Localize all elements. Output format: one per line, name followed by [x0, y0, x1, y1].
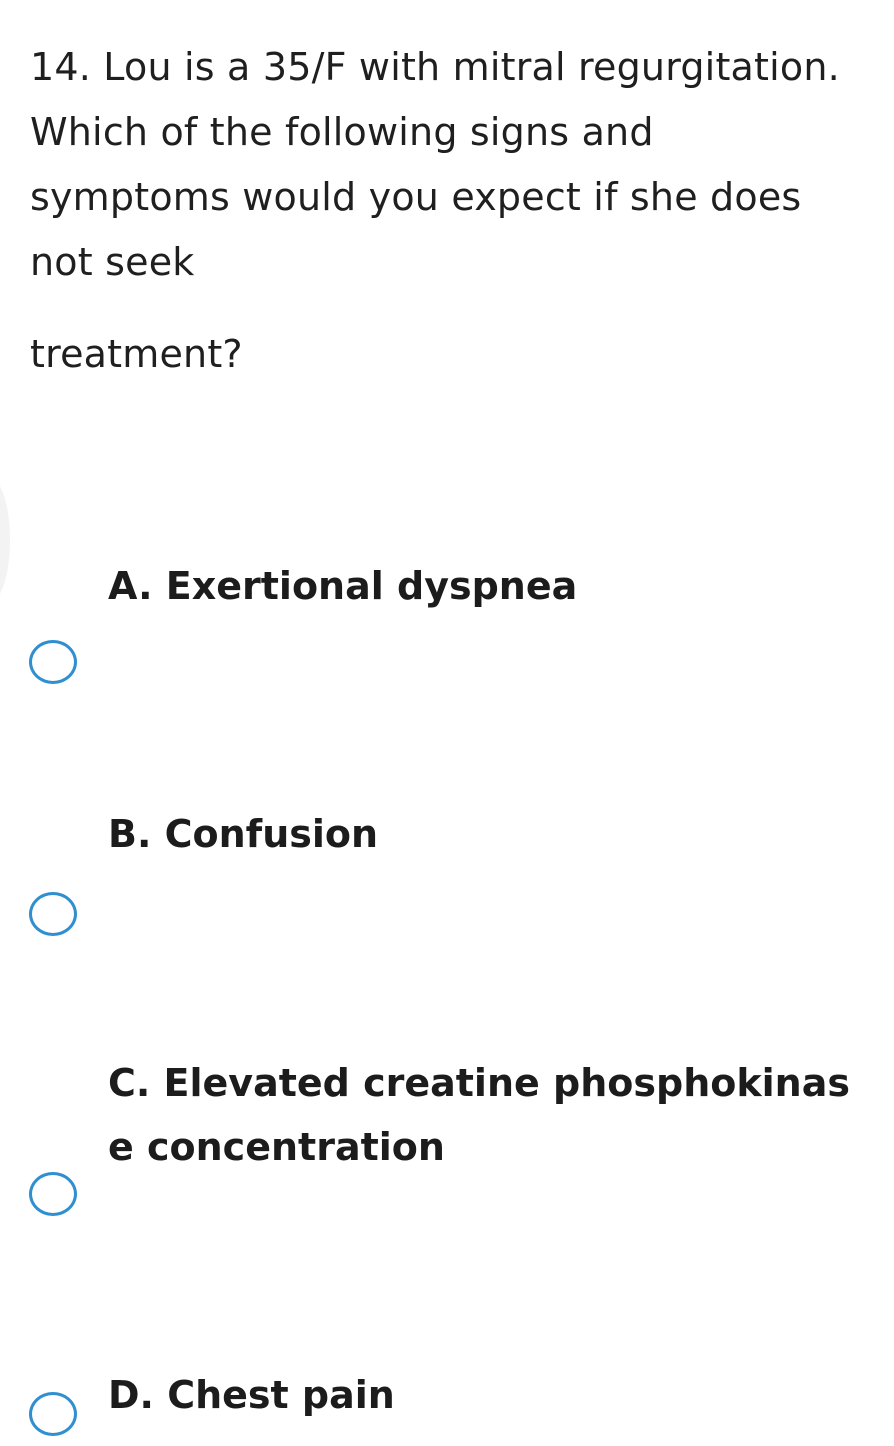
question-line-5: treatment? [30, 332, 243, 376]
option-d-radio[interactable] [29, 1392, 77, 1436]
option-a-radio[interactable] [29, 640, 77, 684]
option-c-label-line-2: e concentration [108, 1125, 445, 1169]
option-b-radio[interactable] [29, 892, 77, 936]
option-b-label: B. Confusion [108, 812, 379, 856]
option-c-radio[interactable] [29, 1172, 77, 1216]
option-c-label-line-1: C. Elevated creatine phosphokinas [108, 1061, 850, 1105]
question-line-1: 14. Lou is a 35/F with mitral regurgitation. [30, 45, 840, 89]
option-a-label: A. Exertional dyspnea [108, 564, 578, 608]
question-line-3: symptoms would you expect if she does [30, 175, 802, 219]
question-line-2: Which of the following signs and [30, 110, 654, 154]
question-line-4: not seek [30, 240, 195, 284]
option-d-label: D. Chest pain [108, 1373, 395, 1417]
edge-shadow [0, 478, 10, 602]
